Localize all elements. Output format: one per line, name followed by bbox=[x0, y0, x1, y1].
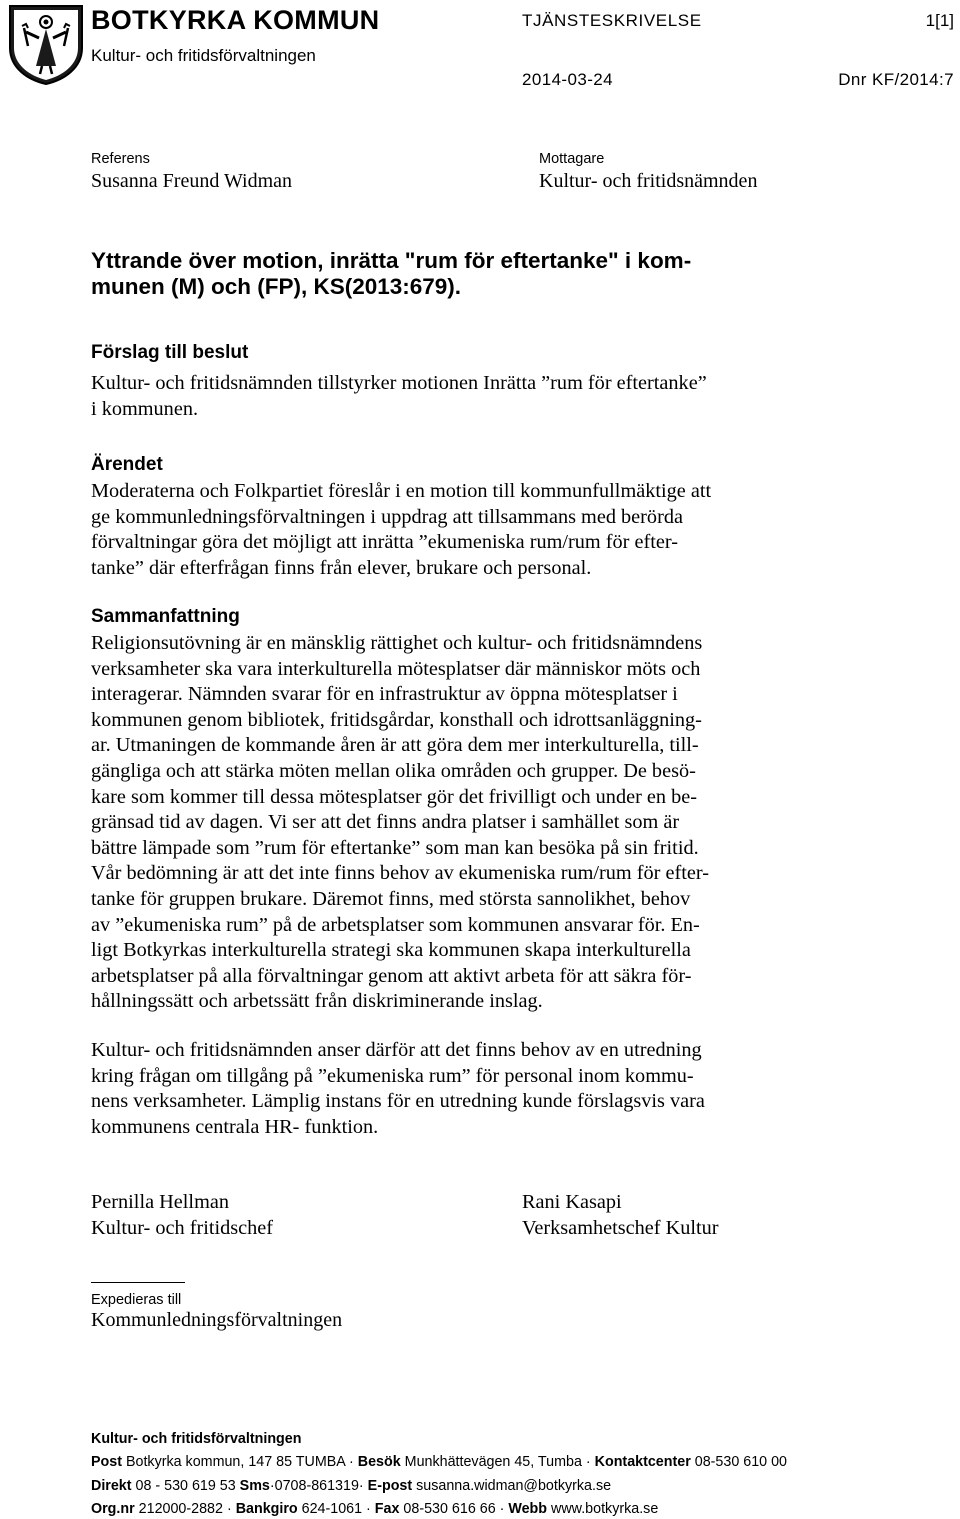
text-line: tanke för gruppen brukare. Däremot finns, med största sannolikhet, behov bbox=[91, 887, 691, 910]
fax-label: Fax bbox=[374, 1501, 400, 1517]
summary-heading: Sammanfattning bbox=[91, 606, 240, 627]
text-line: förvaltningar göra det möjligt att inrätta ”ekumeniska rum/rum för efter- bbox=[91, 531, 678, 554]
proposal-text bbox=[91, 371, 811, 422]
title-line: Yttrande över motion, inrätta "rum för eftertanke" i kom- bbox=[91, 248, 692, 273]
matter-heading: Ärendet bbox=[91, 454, 163, 475]
dispatch-recipient: Kommunledningsförvaltningen bbox=[91, 1309, 343, 1331]
crest-shield-icon bbox=[6, 2, 86, 86]
bankgiro-label: Bankgiro bbox=[235, 1501, 298, 1517]
conclusion-text bbox=[91, 1038, 811, 1140]
reference-label: Referens bbox=[91, 151, 150, 167]
text-line: kring frågan om tillgång på ”ekumeniska rum” för personal inom kommu- bbox=[91, 1064, 694, 1087]
text-line: gängliga och att stärka möten mellan olika områden och grupper. De besö- bbox=[91, 759, 696, 782]
text-line: Vår bedömning är att det inte finns behov av ekumeniska rum/rum för efter- bbox=[91, 862, 709, 885]
dispatch-label: Expedieras till bbox=[91, 1292, 182, 1308]
visit-address: Munkhättevägen 45, Tumba bbox=[404, 1454, 582, 1470]
text-line: nens verksamheter. Lämplig instans för en utredning kunde förslagsvis vara bbox=[91, 1090, 705, 1113]
signatory-title: Verksamhetschef Kultur bbox=[522, 1216, 719, 1239]
text-line: ligt Botkyrkas interkulturella strategi ska kommunen skapa interkulturella bbox=[91, 939, 691, 962]
text-line: Kultur- och fritidsnämnden anser därför att det finns behov av en utredning bbox=[91, 1039, 702, 1061]
signatory-title: Kultur- och fritidschef bbox=[91, 1216, 274, 1239]
municipal-crest-logo bbox=[6, 2, 86, 86]
web-label: Webb bbox=[508, 1501, 548, 1517]
registration-number: Dnr KF/2014:7 bbox=[838, 70, 954, 89]
text-line: i kommunen. bbox=[91, 397, 199, 420]
text-line: ge kommunledningsförvaltningen i uppdrag att tillsammans med berörda bbox=[91, 505, 683, 528]
separator: · bbox=[349, 1454, 354, 1470]
document-type: TJÄNSTESKRIVELSE bbox=[522, 11, 702, 30]
sms-number: 0708-861319 bbox=[274, 1478, 359, 1494]
document-title bbox=[91, 248, 811, 299]
text-line: kommunens centrala HR- funktion. bbox=[91, 1115, 379, 1138]
email-label: E-post bbox=[367, 1478, 413, 1494]
separator: · bbox=[269, 1478, 275, 1494]
bankgiro-value: 624-1061 bbox=[301, 1501, 363, 1517]
proposal-heading: Förslag till beslut bbox=[91, 342, 249, 363]
title-line: munen (M) och (FP), KS(2013:679). bbox=[91, 273, 462, 299]
recipient-label: Mottagare bbox=[539, 151, 605, 167]
contact-label: Kontaktcenter bbox=[594, 1454, 691, 1470]
post-label: Post bbox=[91, 1454, 122, 1470]
text-line: ar. Utmaningen de kommande åren är att göra dem mer interkulturella, till- bbox=[91, 734, 699, 757]
direct-label: Direkt bbox=[91, 1478, 132, 1494]
text-line: gränsad tid av dagen. Vi ser att det finns andra platser i samhället som är bbox=[91, 811, 680, 834]
signatory-name: Rani Kasapi bbox=[522, 1191, 622, 1213]
direct-number: 08 - 530 619 53 bbox=[135, 1478, 236, 1494]
page-number: 1[1] bbox=[925, 11, 954, 30]
footer-line-1 bbox=[91, 1454, 787, 1470]
municipality-name: BOTKYRKA KOMMUN bbox=[91, 5, 380, 35]
visit-label: Besök bbox=[357, 1454, 401, 1470]
divider-line bbox=[91, 1282, 185, 1283]
orgnr-value: 212000-2882 bbox=[138, 1501, 223, 1517]
text-line: arbetsplatser på alla förvaltningar genom att aktivt arbeta för att säkra för- bbox=[91, 964, 692, 987]
reference-name: Susanna Freund Widman bbox=[91, 170, 293, 192]
text-line: Moderaterna och Folkpartiet föreslår i en motion till kommunfullmäktige att bbox=[91, 480, 712, 502]
separator: · bbox=[366, 1501, 371, 1517]
text-line: Kultur- och fritidsnämnden tillstyrker motionen Inrätta ”rum för eftertanke” bbox=[91, 372, 707, 394]
website-link[interactable]: www.botkyrka.se bbox=[551, 1501, 659, 1517]
text-line: interagerar. Nämnden svarar för en infrastruktur av öppna mötesplatser i bbox=[91, 683, 678, 706]
separator: · bbox=[358, 1478, 364, 1494]
text-line: kare som kommer till dessa mötesplatser gör det frivilligt och under en be- bbox=[91, 785, 698, 808]
fax-number: 08-530 616 66 bbox=[403, 1501, 496, 1517]
signature-block-2 bbox=[522, 1190, 922, 1241]
separator: · bbox=[585, 1454, 591, 1470]
footer-line-3 bbox=[91, 1501, 658, 1517]
text-line: hållningssätt och arbetssätt från diskriminerande inslag. bbox=[91, 990, 543, 1013]
summary-text bbox=[91, 631, 811, 1015]
text-line: bättre lämpade som ”rum för eftertanke” som man kan besöka på sin fritid. bbox=[91, 836, 699, 859]
document-date: 2014-03-24 bbox=[522, 70, 613, 89]
separator: · bbox=[499, 1501, 505, 1517]
footer-org: Kultur- och fritidsförvaltningen bbox=[91, 1431, 302, 1447]
text-line: Religionsutövning är en mänsklig rättighet och kultur- och fritidsnämndens bbox=[91, 632, 703, 654]
recipient-name: Kultur- och fritidsnämnden bbox=[539, 170, 758, 192]
text-line: verksamheter ska vara interkulturella mötesplatser där människor möts och bbox=[91, 657, 701, 680]
contact-number: 08-530 610 00 bbox=[694, 1454, 787, 1470]
orgnr-label: Org.nr bbox=[91, 1501, 135, 1517]
post-address: Botkyrka kommun, 147 85 TUMBA bbox=[125, 1454, 346, 1470]
separator: · bbox=[226, 1501, 232, 1517]
sms-label: Sms bbox=[239, 1478, 270, 1494]
signatory-name: Pernilla Hellman bbox=[91, 1191, 229, 1213]
matter-text bbox=[91, 479, 811, 581]
text-line: av ”ekumeniska rum” på de arbetsplatser som kommunen ansvarar för. En- bbox=[91, 913, 700, 936]
email-address[interactable]: susanna.widman@botkyrka.se bbox=[416, 1478, 612, 1494]
signature-block-1 bbox=[91, 1190, 491, 1241]
department-name: Kultur- och fritidsförvaltningen bbox=[91, 46, 316, 65]
text-line: kommunen genom bibliotek, fritidsgårdar, konsthall och idrottsanläggning- bbox=[91, 708, 702, 731]
text-line: tanke” där efterfrågan finns från elever, brukare och personal. bbox=[91, 556, 592, 579]
footer-line-2 bbox=[91, 1478, 611, 1494]
